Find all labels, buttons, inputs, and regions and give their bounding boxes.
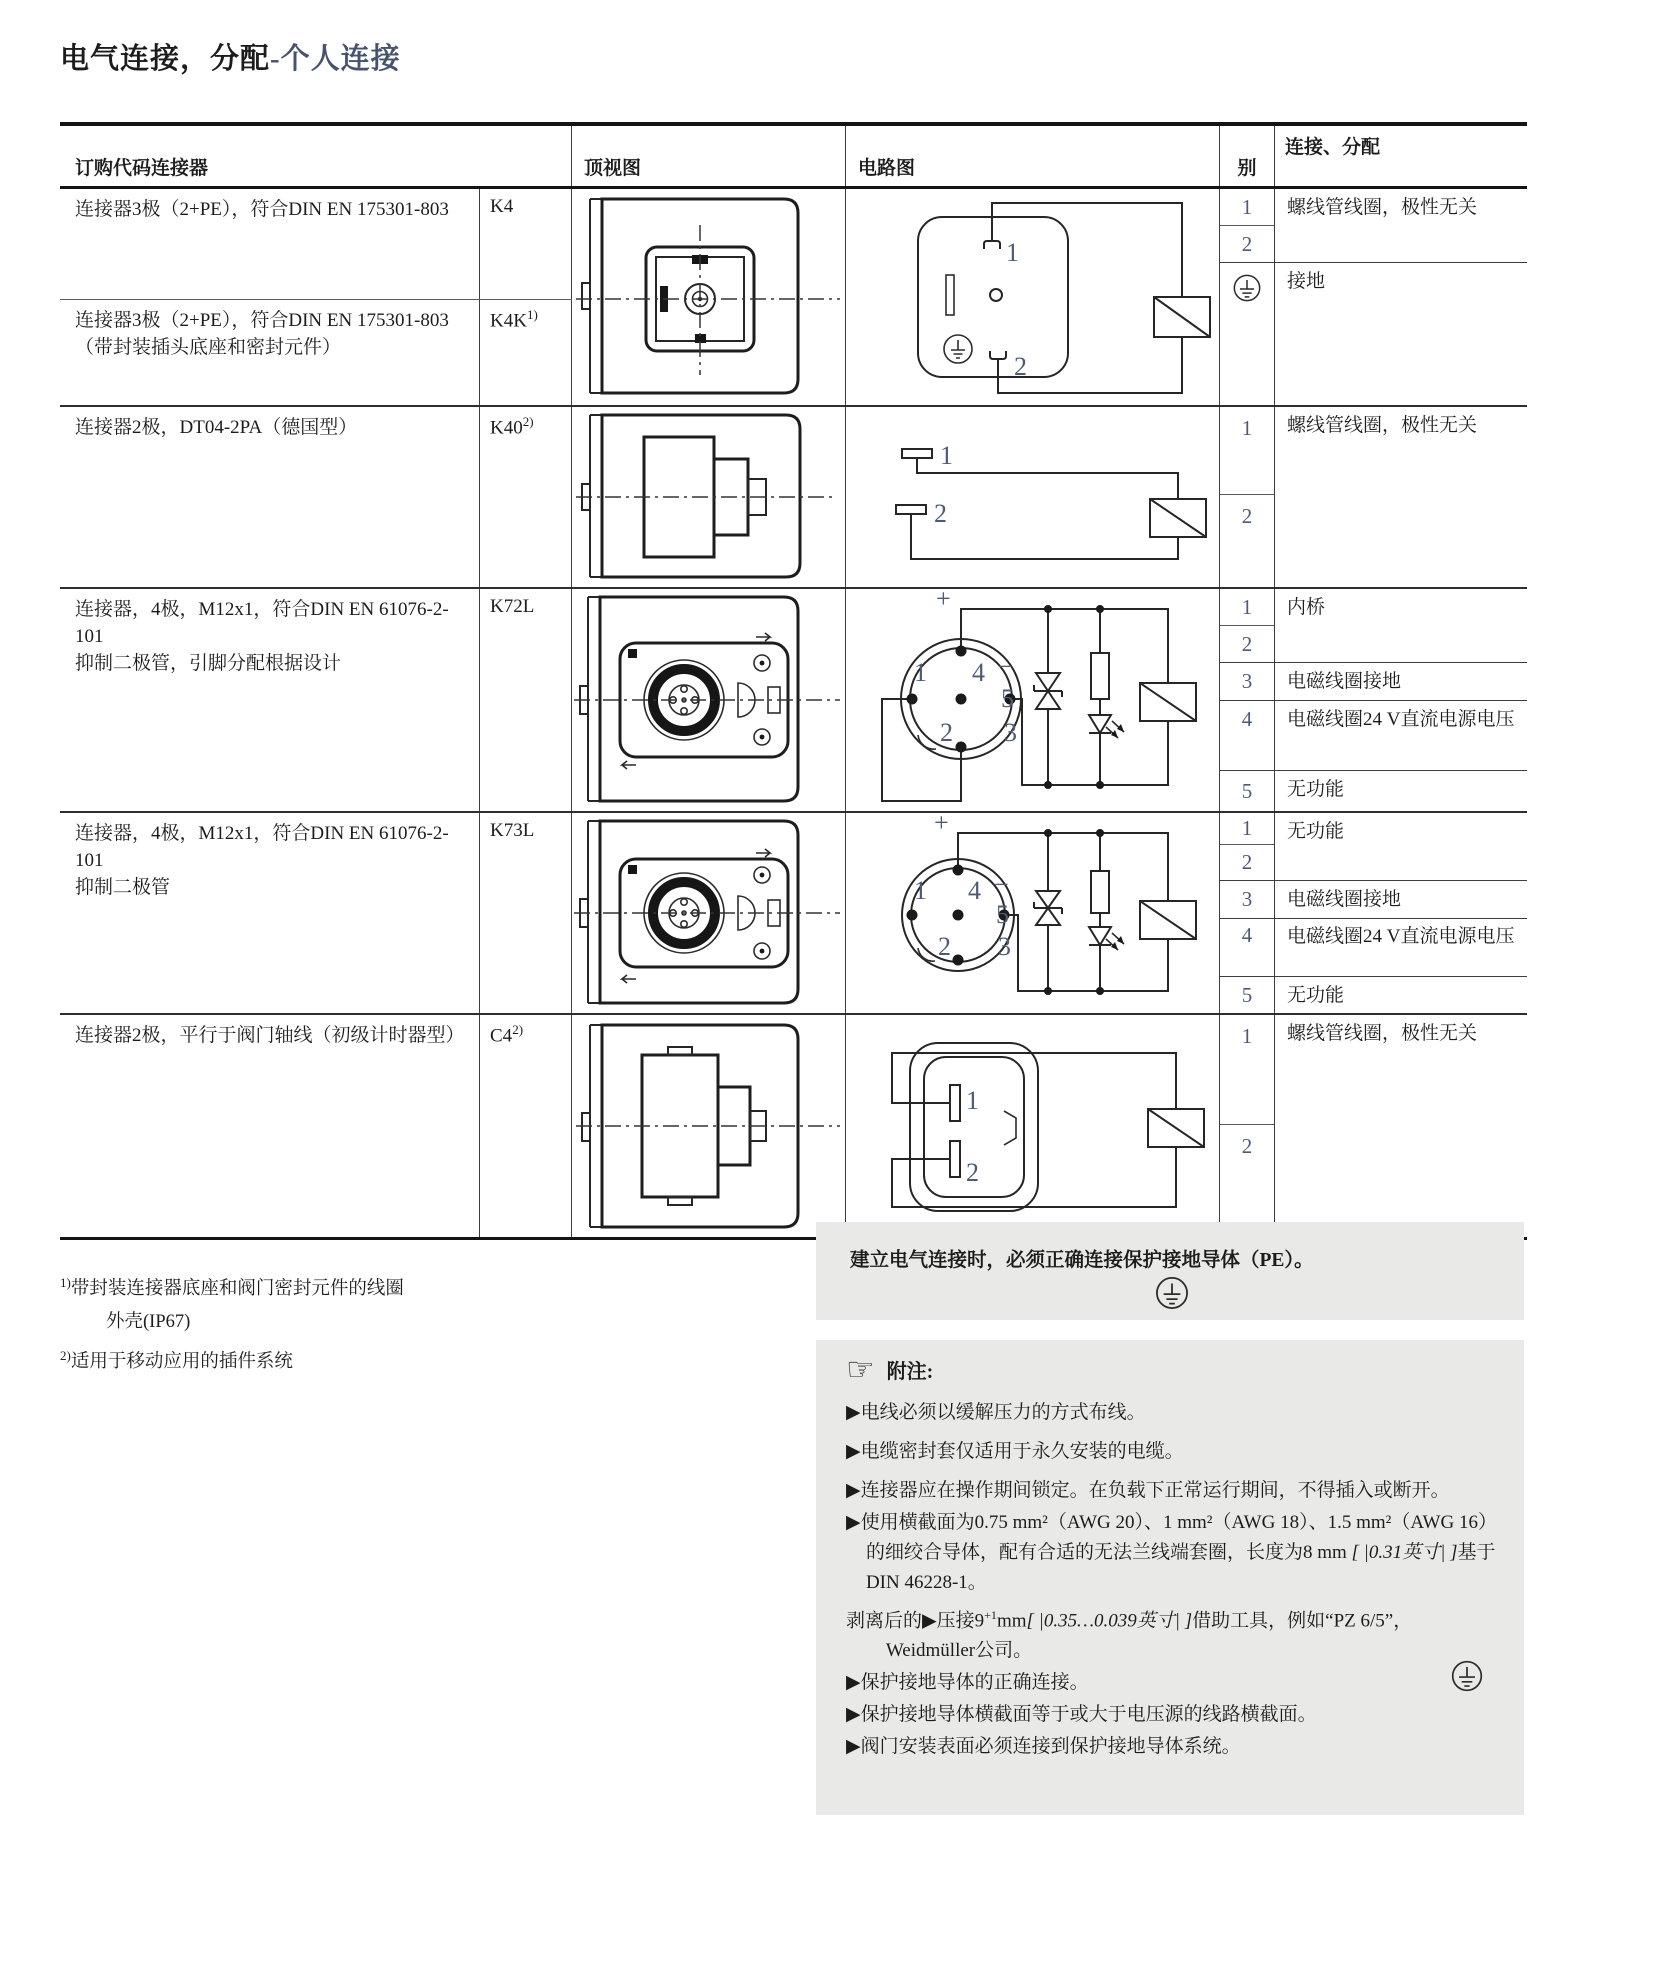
header-circuit: 电路图 xyxy=(846,126,1220,186)
note-box xyxy=(816,1340,1524,1815)
pin-cell: 1 xyxy=(1220,1015,1274,1125)
assignment-cell: 接地 xyxy=(1287,271,1326,292)
footnote-2: $^{2)}$适用于移动应用的插件系统 xyxy=(60,1348,293,1373)
desc-c4: 连接器2极，平行于阀门轴线（初级计时器型） xyxy=(60,1015,480,1237)
assignment-cell: 螺线管线圈，极性无关 xyxy=(1287,1023,1478,1044)
footnotes xyxy=(60,1266,580,1379)
k40-circuit-pin2-label: 2 xyxy=(934,499,947,528)
top-view-cell-c4 xyxy=(572,1015,846,1237)
k73l-pin2-label: 2 xyxy=(938,932,951,961)
assignment-cell: 电磁线圈24 V直流电源电压 xyxy=(1287,926,1515,947)
pe-notice-box xyxy=(816,1222,1524,1320)
top-view-cell-k40 xyxy=(572,407,846,587)
protective-earth-icon xyxy=(1154,1274,1190,1312)
header-order-code: 订购代码连接器 xyxy=(60,126,572,186)
top-view-cell-k72l xyxy=(572,589,846,811)
k73l-plus-label: + xyxy=(934,813,949,837)
pin-cell: 1 xyxy=(1220,813,1274,845)
pin-cell: 2 xyxy=(1241,1134,1253,1158)
k72l-minus-label: − xyxy=(998,652,1013,681)
assignment-cell: 无功能 xyxy=(1287,985,1345,1006)
k73l-top-view-diagram xyxy=(572,813,844,1011)
desc-k4k: 连接器3极（2+PE），符合DIN EN 175301-803（带封装插头底座和密封元件） xyxy=(60,300,480,405)
k72l-top-view-diagram xyxy=(572,589,844,809)
circuit-cell-c4 xyxy=(846,1015,1220,1237)
k73l-circuit-diagram xyxy=(846,813,1218,1011)
table-row-c4 xyxy=(60,1015,1527,1240)
k72l-pin4-label: 4 xyxy=(972,658,985,687)
desc-k40: 连接器2极，DT04-2PA（德国型） xyxy=(60,407,480,587)
k73l-pin4-label: 4 xyxy=(968,876,981,905)
pin-cell: 1 xyxy=(1220,407,1274,495)
pin-cell: 1 xyxy=(1220,589,1274,626)
assignment-cell: 电磁线圈接地 xyxy=(1287,671,1402,692)
k40-circuit-pin1-label: 1 xyxy=(940,441,953,470)
desc-k73l: 连接器，4极，M12x1，符合DIN EN 61076-2-101 抑制二极管 xyxy=(60,813,480,1013)
k40-circuit-diagram xyxy=(846,407,1218,585)
c4-circuit-pin1-label: 1 xyxy=(966,1086,979,1115)
circuit-cell-k72l xyxy=(846,589,1220,811)
protective-earth-icon xyxy=(1450,1658,1484,1694)
code-k4k: $K4K^{1)}$ xyxy=(480,300,572,405)
code-k40-footnote-mark: 2) xyxy=(522,414,534,429)
ground-icon xyxy=(1232,272,1262,304)
note-item: ▶保护接地导体的正确连接。 xyxy=(846,1672,1089,1694)
pointing-hand-icon: ☞ xyxy=(846,1350,875,1388)
table-header-row xyxy=(60,126,1527,189)
pin-cell: 4 xyxy=(1241,923,1253,947)
circuit-cell-k73l xyxy=(846,813,1220,1013)
assignment-cell: 无功能 xyxy=(1287,779,1345,800)
note-item: ▶保护接地导体横截面等于或大于电压源的线路横截面。 xyxy=(846,1704,1317,1726)
code-c4-footnote-mark: 2) xyxy=(512,1022,524,1037)
top-view-cell-k4 xyxy=(572,189,846,405)
pin-cell: 4 xyxy=(1241,707,1253,731)
code-k73l: K73L xyxy=(480,813,572,1013)
table-row-k4 xyxy=(60,189,1527,407)
pin-cell: 3 xyxy=(1241,887,1253,911)
assignment-cell: 螺线管线圈，极性无关 xyxy=(1287,415,1478,436)
note-item: ▶阀门安装表面必须连接到保护接地导体系统。 xyxy=(846,1736,1241,1758)
note-item: ▶使用横截面为0.75 mm²（AWG 20）、1 mm²（AWG 18）、1.5 mm²（AWG 16）的细绞合导体，配有合适的无法兰线端套圈，长度为8 mm [ |0.31英寸| ]基于DIN 46228-1。 xyxy=(846,1512,1496,1593)
pin-cell: 3 xyxy=(1241,669,1253,693)
header-top-view: 顶视图 xyxy=(572,126,846,186)
k72l-pin2-label: 2 xyxy=(940,718,953,747)
assignment-cell: 螺线管线圈，极性无关 xyxy=(1287,197,1478,218)
k4-top-view-diagram xyxy=(572,189,844,403)
note-item: ▶电缆密封套仅适用于永久安装的电缆。 xyxy=(846,1441,1184,1462)
table-row-k72l xyxy=(60,589,1527,813)
pin-cell-ground xyxy=(1220,263,1274,405)
assignment-cell: 无功能 xyxy=(1287,821,1345,842)
code-k4k-footnote-mark: 1) xyxy=(526,307,538,322)
footnote-1: $^{1)}$带封装连接器底座和阀门密封元件的线圈 xyxy=(60,1275,404,1300)
note-heading-label: 附注: xyxy=(886,1360,934,1383)
top-view-cell-k73l xyxy=(572,813,846,1013)
k72l-plus-label: + xyxy=(936,589,951,613)
c4-circuit-pin2-label: 2 xyxy=(966,1158,979,1187)
k72l-pin1-label: 1 xyxy=(914,658,927,687)
k73l-minus-label: − xyxy=(994,870,1009,899)
page-title-sub: -个人连接 xyxy=(270,43,401,75)
pin-cell: 5 xyxy=(1241,982,1253,1007)
k72l-pin5-label: 5 xyxy=(1001,684,1014,713)
c4-top-view-diagram xyxy=(572,1015,844,1235)
k40-top-view-diagram xyxy=(572,407,844,585)
pe-notice-text: 建立电气连接时，必须正确连接保护接地导体（PE）。 xyxy=(850,1250,1314,1271)
footnote-1-continued: 外壳(IP67) xyxy=(106,1312,191,1333)
table-row-k73l xyxy=(60,813,1527,1015)
pin-cell: 2 xyxy=(1241,231,1253,256)
pin-cell: 5 xyxy=(1241,778,1253,803)
note-item: ▶电线必须以缓解压力的方式布线。 xyxy=(846,1402,1146,1423)
note-item: ▶连接器应在操作期间锁定。在负载下正常运行期间，不得插入或断开。 xyxy=(846,1480,1450,1501)
circuit-cell-k40 xyxy=(846,407,1220,587)
pin-cell: 2 xyxy=(1241,631,1253,656)
pin-cell: 2 xyxy=(1241,504,1253,528)
connector-table xyxy=(60,122,1527,1240)
circuit-cell-k4 xyxy=(846,189,1220,405)
desc-k72l: 连接器，4极，M12x1，符合DIN EN 61076-2-101 抑制二极管，引脚分配根据设计 xyxy=(60,589,480,811)
k72l-pin3-label: 3 xyxy=(1004,718,1017,747)
k4-circuit-diagram xyxy=(846,189,1218,403)
pin-cell: 1 xyxy=(1220,189,1274,226)
k4-circuit-pin1-label: 1 xyxy=(1006,238,1019,267)
code-k4: K4 xyxy=(480,189,572,299)
code-c4: C4$^{2)}$ xyxy=(480,1015,572,1237)
k72l-circuit-diagram xyxy=(846,589,1218,809)
page-title xyxy=(60,36,401,77)
k4-circuit-pin2-label: 2 xyxy=(1014,352,1027,381)
note-item: 剥离后的▶压接$9^{+1}mm$[ |0.35…0.039英寸| ]借助工具，例如“PZ 6/5”，Weidmüller公司。 xyxy=(846,1608,1413,1662)
assignment-cell: 电磁线圈24 V直流电源电压 xyxy=(1287,709,1515,730)
code-k40: K40$^{2)}$ xyxy=(480,407,572,587)
page-title-main: 电气连接，分配 xyxy=(60,43,271,75)
header-assignment: 连接、分配 xyxy=(1285,137,1381,158)
desc-k4: 连接器3极（2+PE），符合DIN EN 175301-803 xyxy=(60,189,480,299)
k73l-pin1-label: 1 xyxy=(914,876,927,905)
note-heading xyxy=(846,1350,1496,1388)
c4-circuit-diagram xyxy=(846,1015,1218,1235)
code-k72l: K72L xyxy=(480,589,572,811)
k73l-pin5-label: 5 xyxy=(996,900,1009,929)
pin-cell: 2 xyxy=(1241,850,1253,874)
k73l-pin3-label: 3 xyxy=(998,932,1011,961)
table-row-k40 xyxy=(60,407,1527,589)
assignment-cell: 内桥 xyxy=(1287,597,1326,618)
assignment-cell: 电磁线圈接地 xyxy=(1287,889,1402,910)
header-pin: 别 xyxy=(1220,126,1275,186)
